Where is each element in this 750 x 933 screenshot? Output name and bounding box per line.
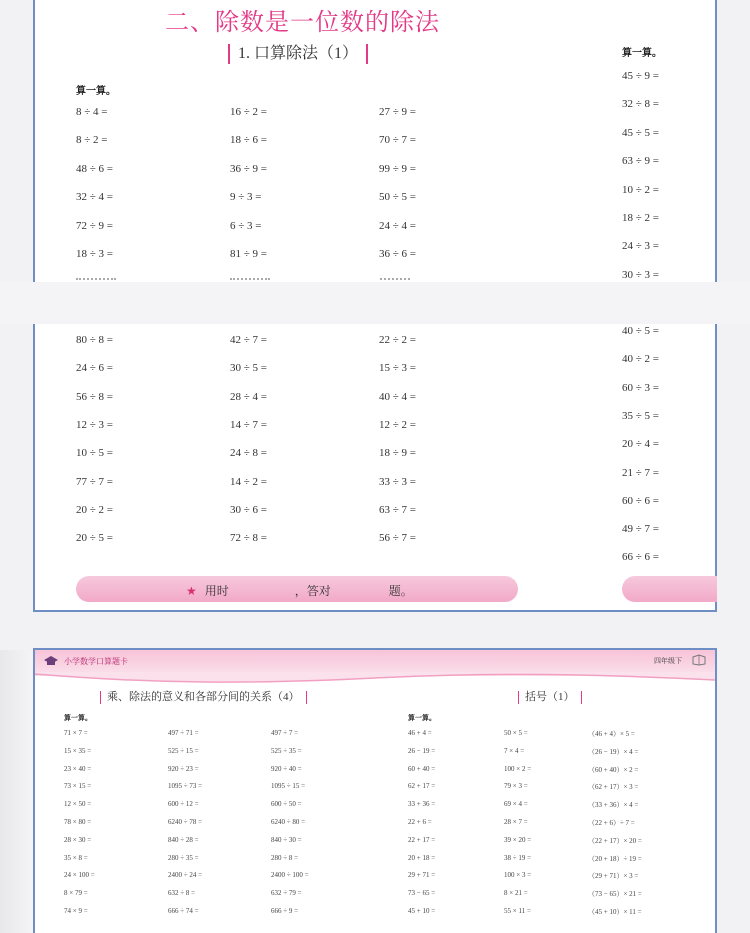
arithmetic-problem: 22 + 17 = [408, 835, 436, 844]
right-subheading: 括号（1） [518, 691, 582, 704]
division-problem: 16 ÷ 2 = [230, 106, 267, 118]
division-problem: 36 ÷ 9 = [230, 162, 267, 175]
cut-off-row [76, 278, 116, 282]
division-problem: 22 ÷ 2 = [379, 334, 416, 346]
banner-wave [35, 672, 715, 684]
arithmetic-problem: 62 + 17 = [408, 782, 436, 791]
arithmetic-problem: 600 ÷ 50 = [271, 800, 302, 809]
chapter-heading: 二、除数是一位数的除法 [165, 8, 440, 36]
arithmetic-problem: 33 + 36 = [408, 800, 436, 809]
arithmetic-problem: 525 ÷ 35 = [271, 746, 302, 755]
division-problem: 20 ÷ 5 = [76, 532, 113, 545]
division-problem: 63 ÷ 9 = [622, 155, 659, 168]
arithmetic-problem: 22 + 6 = [408, 818, 432, 826]
arithmetic-problem: 55 × 11 = [504, 907, 531, 915]
division-problem: 40 ÷ 2 = [622, 353, 659, 366]
arithmetic-problem: 840 ÷ 30 = [271, 835, 302, 844]
division-problem: 30 ÷ 6 = [230, 503, 267, 516]
arithmetic-problem: 666 ÷ 74 = [168, 907, 199, 915]
division-problem: 48 ÷ 6 = [76, 162, 113, 175]
arithmetic-problem: 69 × 4 = [504, 800, 528, 809]
book-icon [692, 654, 706, 666]
division-problem: 15 ÷ 3 = [379, 362, 416, 375]
arithmetic-problem: 29 + 71 = [408, 871, 436, 880]
arithmetic-problem: 632 ÷ 79 = [271, 889, 302, 898]
division-problem: 12 ÷ 2 = [379, 418, 416, 431]
division-problem: 70 ÷ 7 = [379, 134, 416, 147]
arithmetic-problem: 666 ÷ 9 = [271, 907, 299, 915]
arithmetic-problem: （60 + 40）× 2 = [588, 765, 639, 774]
division-problem: 49 ÷ 7 = [622, 523, 659, 536]
division-problem: 6 ÷ 3 = [230, 219, 262, 232]
division-problem: 60 ÷ 6 = [622, 494, 659, 507]
division-problem: 63 ÷ 7 = [379, 503, 416, 516]
arithmetic-problem: 6240 ÷ 78 = [168, 818, 203, 826]
arithmetic-problem: （45 + 10）× 11 = [588, 908, 642, 916]
division-problem: 18 ÷ 2 = [622, 212, 659, 224]
arithmetic-problem: 497 ÷ 71 = [168, 729, 199, 737]
division-problem: 18 ÷ 3 = [76, 248, 113, 260]
arithmetic-problem: 280 ÷ 8 = [271, 853, 299, 862]
arithmetic-problem: 8 × 79 = [64, 889, 88, 898]
arithmetic-problem: 920 ÷ 23 = [168, 764, 199, 773]
top-worksheet-page [33, 0, 717, 282]
arithmetic-problem: 2400 ÷ 100 = [271, 871, 309, 880]
division-problem: 9 ÷ 3 = [230, 191, 262, 204]
division-problem: 30 ÷ 3 = [622, 268, 659, 281]
star-icon: ★ [186, 584, 197, 598]
arithmetic-problem: 28 × 30 = [64, 835, 92, 844]
division-problem: 10 ÷ 2 = [622, 183, 659, 196]
division-problem: 45 ÷ 5 = [622, 126, 659, 139]
right-instruction-label: 算一算。 [408, 714, 436, 722]
arithmetic-problem: （73 − 65）× 21 = [588, 890, 642, 899]
division-problem: 20 ÷ 4 = [622, 438, 659, 451]
banner-title: 小学数学口算题卡 [64, 657, 128, 666]
arithmetic-problem: 15 × 35 = [64, 746, 92, 755]
time-label: 用时 [204, 584, 229, 598]
score-bar-side [622, 576, 717, 602]
division-problem: 60 ÷ 3 = [622, 381, 659, 394]
middle-worksheet-page [33, 324, 717, 612]
division-problem: 14 ÷ 7 = [230, 418, 267, 431]
correct-label: ，答对 [294, 584, 331, 598]
division-problem: 45 ÷ 9 = [622, 70, 659, 82]
arithmetic-problem: 20 + 18 = [408, 853, 436, 862]
division-problem: 32 ÷ 4 = [76, 191, 113, 204]
division-problem: 66 ÷ 6 = [622, 551, 659, 564]
arithmetic-problem: 100 × 2 = [504, 764, 532, 773]
cut-off-row [230, 278, 270, 282]
arithmetic-problem: 497 ÷ 7 = [271, 729, 299, 737]
left-instruction-label: 算一算。 [64, 714, 92, 722]
division-problem: 72 ÷ 9 = [76, 219, 113, 232]
division-problem: 40 ÷ 4 = [379, 390, 416, 403]
page-gap [0, 282, 750, 324]
cut-off-row [380, 278, 410, 282]
division-problem: 27 ÷ 9 = [379, 106, 416, 118]
arithmetic-problem: 50 × 5 = [504, 729, 528, 737]
division-problem: 72 ÷ 8 = [230, 532, 267, 545]
division-problem: 21 ÷ 7 = [622, 466, 659, 479]
division-problem: 12 ÷ 3 = [76, 418, 113, 431]
arithmetic-problem: （26 − 19）× 4 = [588, 747, 639, 756]
graduation-cap-icon [44, 654, 58, 668]
division-problem: 42 ÷ 7 = [230, 334, 267, 346]
arithmetic-problem: （29 + 71）× 3 = [588, 872, 639, 881]
arithmetic-problem: 38 ÷ 19 = [504, 853, 532, 862]
division-problem: 8 ÷ 4 = [76, 106, 108, 118]
division-problem: 99 ÷ 9 = [379, 162, 416, 175]
division-problem: 28 ÷ 4 = [230, 390, 267, 403]
division-problem: 24 ÷ 3 = [622, 240, 659, 253]
division-problem: 24 ÷ 4 = [379, 219, 416, 232]
side-instruction-label: 算一算。 [622, 48, 662, 59]
arithmetic-problem: 79 × 3 = [504, 782, 528, 791]
arithmetic-problem: 8 × 21 = [504, 889, 528, 898]
arithmetic-problem: 35 × 8 = [64, 853, 88, 862]
arithmetic-problem: 100 × 3 = [504, 871, 532, 880]
arithmetic-problem: 23 × 40 = [64, 764, 92, 773]
arithmetic-problem: （22 + 17）× 20 = [588, 836, 642, 845]
division-problem: 77 ÷ 7 = [76, 475, 113, 488]
division-problem: 24 ÷ 8 = [230, 447, 267, 460]
arithmetic-problem: 78 × 80 = [64, 818, 92, 826]
division-problem: 81 ÷ 9 = [230, 248, 267, 260]
division-problem: 40 ÷ 5 = [622, 325, 659, 337]
arithmetic-problem: 26 − 19 = [408, 746, 436, 755]
arithmetic-problem: 60 + 40 = [408, 764, 436, 773]
grade-label: 四年级下 [654, 657, 682, 665]
arithmetic-problem: （22 + 6）÷ 7 = [588, 819, 635, 827]
arithmetic-problem: 45 + 10 = [408, 907, 436, 915]
arithmetic-problem: 12 × 50 = [64, 800, 92, 809]
division-problem: 8 ÷ 2 = [76, 134, 108, 147]
left-subheading: 乘、除法的意义和各部分间的关系（4） [100, 691, 307, 704]
arithmetic-problem: 920 ÷ 40 = [271, 764, 302, 773]
division-problem: 56 ÷ 7 = [379, 532, 416, 545]
arithmetic-problem: （33 + 36）× 4 = [588, 801, 639, 810]
division-problem: 18 ÷ 9 = [379, 447, 416, 460]
division-problem: 24 ÷ 6 = [76, 362, 113, 375]
arithmetic-problem: 2400 ÷ 24 = [168, 871, 203, 880]
division-problem: 56 ÷ 8 = [76, 390, 113, 403]
arithmetic-problem: 280 ÷ 35 = [168, 853, 199, 862]
arithmetic-problem: 7 × 4 = [504, 746, 525, 755]
arithmetic-problem: 1095 ÷ 73 = [168, 782, 203, 791]
division-problem: 10 ÷ 5 = [76, 447, 113, 460]
unit-label: 题。 [388, 584, 413, 598]
division-problem: 33 ÷ 3 = [379, 475, 416, 488]
arithmetic-problem: 6240 ÷ 80 = [271, 818, 306, 826]
background-edge [0, 650, 33, 933]
arithmetic-problem: （62 + 17）× 3 = [588, 783, 639, 792]
score-bar-text [186, 582, 413, 599]
arithmetic-problem: （20 + 18）÷ 19 = [588, 854, 642, 863]
instruction-label: 算一算。 [76, 86, 116, 97]
division-problem: 80 ÷ 8 = [76, 334, 113, 346]
arithmetic-problem: 632 ÷ 8 = [168, 889, 196, 898]
division-problem: 36 ÷ 6 = [379, 248, 416, 260]
lesson-subheading: 1. 口算除法（1） [228, 44, 368, 64]
arithmetic-problem: 74 × 9 = [64, 907, 88, 915]
division-problem: 20 ÷ 2 = [76, 503, 113, 516]
division-problem: 35 ÷ 5 = [622, 409, 659, 422]
arithmetic-problem: 1095 ÷ 15 = [271, 782, 306, 791]
arithmetic-problem: 73 − 65 = [408, 889, 436, 898]
division-problem: 50 ÷ 5 = [379, 191, 416, 204]
division-problem: 18 ÷ 6 = [230, 134, 267, 147]
arithmetic-problem: 28 × 7 = [504, 818, 528, 826]
arithmetic-problem: 600 ÷ 12 = [168, 800, 199, 809]
division-problem: 14 ÷ 2 = [230, 475, 267, 488]
division-problem: 30 ÷ 5 = [230, 362, 267, 375]
arithmetic-problem: 71 × 7 = [64, 729, 88, 737]
arithmetic-problem: 24 × 100 = [64, 871, 95, 880]
arithmetic-problem: 73 × 15 = [64, 782, 92, 791]
arithmetic-problem: 39 × 20 = [504, 835, 532, 844]
arithmetic-problem: 525 ÷ 15 = [168, 746, 199, 755]
division-problem: 32 ÷ 8 = [622, 98, 659, 111]
arithmetic-problem: （46 + 4）× 5 = [588, 730, 635, 738]
arithmetic-problem: 840 ÷ 28 = [168, 835, 199, 844]
arithmetic-problem: 46 + 4 = [408, 729, 432, 737]
